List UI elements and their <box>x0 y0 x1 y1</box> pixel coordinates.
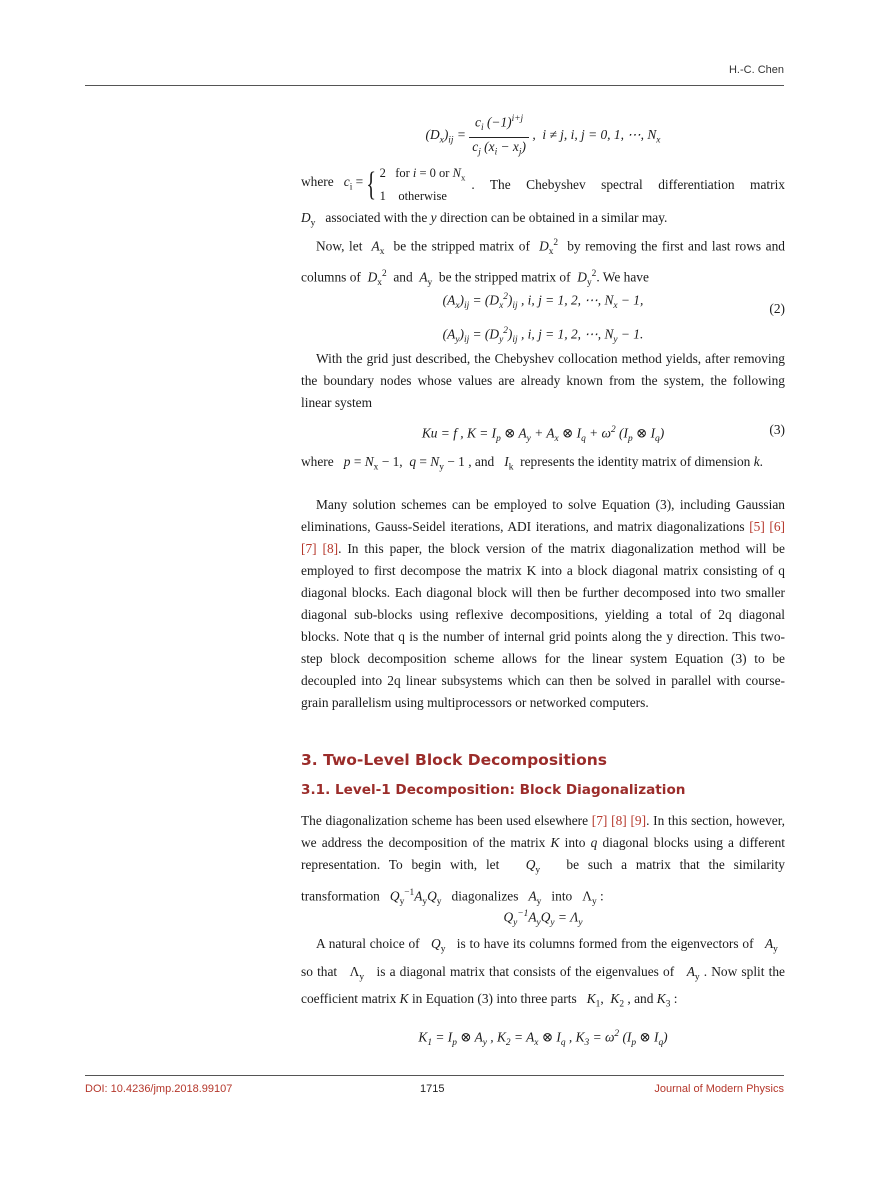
equation-2: $(A_x)_{ij} = (D_x^2)_{ij}$ , i, j = 1, 2, ⋯, $N_x - 1$, $(A_y)_{ij} = (D_y^2)_{ij}$ , i, j = 1, 2, ⋯, $N_y - 1$. (2) <box>442 292 785 346</box>
equation-split: $K_1 = I_p$ ⊗ $A_y$ , $K_2 = A_x$ ⊗ $I_q$ , $K_3 = \omega^2$ ($I_p$ ⊗ $I_q$) <box>418 1029 668 1049</box>
equation-number: (2) <box>769 301 785 316</box>
paragraph-diagonalization: The diagonalization scheme has been used elsewhere [7] [8] [9]. In this section, however, we address the decomposition of the matrix K into q diagonal blocks using a different representation. To begin with, let $Q_y$ be such a matrix that the similarity transformation $Q_y^{-1}A_yQ_y$ diagonalizes $A_y$ into $\Lambda_y$ : <box>301 813 786 907</box>
paragraph-natural-choice: A natural choice of $Q_y$ is to have its columns formed from the eigenvectors of $A_y$ so that $\Lambda_y$ is a diagonal matrix that consists of the eigenvalues of $A_y$ . Now split the coefficient matrix K in Equation (3) into three parts $K_1$, $K_2$ , and $K_3$ : <box>301 936 786 1011</box>
equation-dx: $(D_x)_{ij}$ = $\frac{c_i (-1)^{i+j}}{c_j (x_i - x_j)}$ , i ≠ j, i, j = 0, 1, ⋯, $N_x$ <box>301 110 785 158</box>
paragraph-stripped-matrix: Now, let $A_x$ be the stripped matrix of $D_x^2$ by removing the first and last rows and columns of $D_x^2$ and $A_y$ be the stripped matrix of $D_y^2$. We have <box>301 238 785 289</box>
running-head: H.-C. Chen <box>728 64 784 76</box>
paragraph-linear-system: With the grid just described, the Chebyshev collocation method yields, after removing the boundary nodes whose values are already known from the system, the following linear system <box>301 351 785 410</box>
reference-links[interactable]: [5] [6] [7] [8] <box>301 519 785 556</box>
paragraph-solution-schemes: Many solution schemes can be employed to solve Equation (3), including Gaussian eliminations, Gauss-Seidel iterations, ADI iterations, and matrix diagonalizations [5] [6] [7] [8]. In this paper, the block version of the matrix diagonalization method will be employed to first decompose the matrix K into a block diagonal matrix consisting of q diagonal blocks. Each diagonal block will then be further decomposed into two smaller diagonal sub-blocks using reflexive decompositions, yielding a total of 2q diagonal blocks. Note that q is the number of internal grid points along the y direction. This two-step block decomposition scheme allows for the linear system Equation (3) to be decoupled into 2q linear subsystems which can then be solved in parallel with course-grain parallelism using multiprocessors or networked computers. <box>301 497 785 710</box>
equation-3: Ku = f , $K = I_p$ ⊗ $A_y + A_x$ ⊗ $I_q + \omega^2$ ($I_p$ ⊗ $I_q$) (3) <box>301 418 785 442</box>
equation-diagonalization: $Q_y^{-1}A_yQ_y = \Lambda_y$ <box>503 909 583 929</box>
journal-name[interactable]: Journal of Modern Physics <box>654 1083 784 1095</box>
equation-dx-fraction: $\frac{c_i (-1)^{i+j}}{c_j (x_i - x_j)}$ <box>469 110 529 162</box>
footer-rule <box>85 1075 784 1076</box>
paragraph-where-p: where $p = N_x - 1$, $q = N_y - 1$ , and $I_k$ represents the identity matrix of dimension k. <box>301 454 763 473</box>
where-ci-paragraph: where $c_i$ = { 2 for i = 0 or $N_x$ 1 otherwise . The Chebyshev spectral differentiation matrix $D_y$ associated with the y direction can be obtained in a similar may. <box>301 165 785 229</box>
doi-link[interactable]: DOI: 10.4236/jmp.2018.99107 <box>85 1083 233 1095</box>
page-number: 1715 <box>420 1083 445 1095</box>
section-heading: 3. Two-Level Block Decompositions <box>301 751 608 769</box>
left-brace: { <box>366 166 377 203</box>
header-rule <box>85 85 784 86</box>
ci-cases: 2 for i = 0 or $N_x$ 1 otherwise <box>379 165 466 204</box>
reference-links[interactable]: [7] [8] [9] <box>591 813 647 828</box>
equation-number: (3) <box>769 422 785 437</box>
subsection-heading: 3.1. Level-1 Decomposition: Block Diagonalization <box>301 782 686 798</box>
